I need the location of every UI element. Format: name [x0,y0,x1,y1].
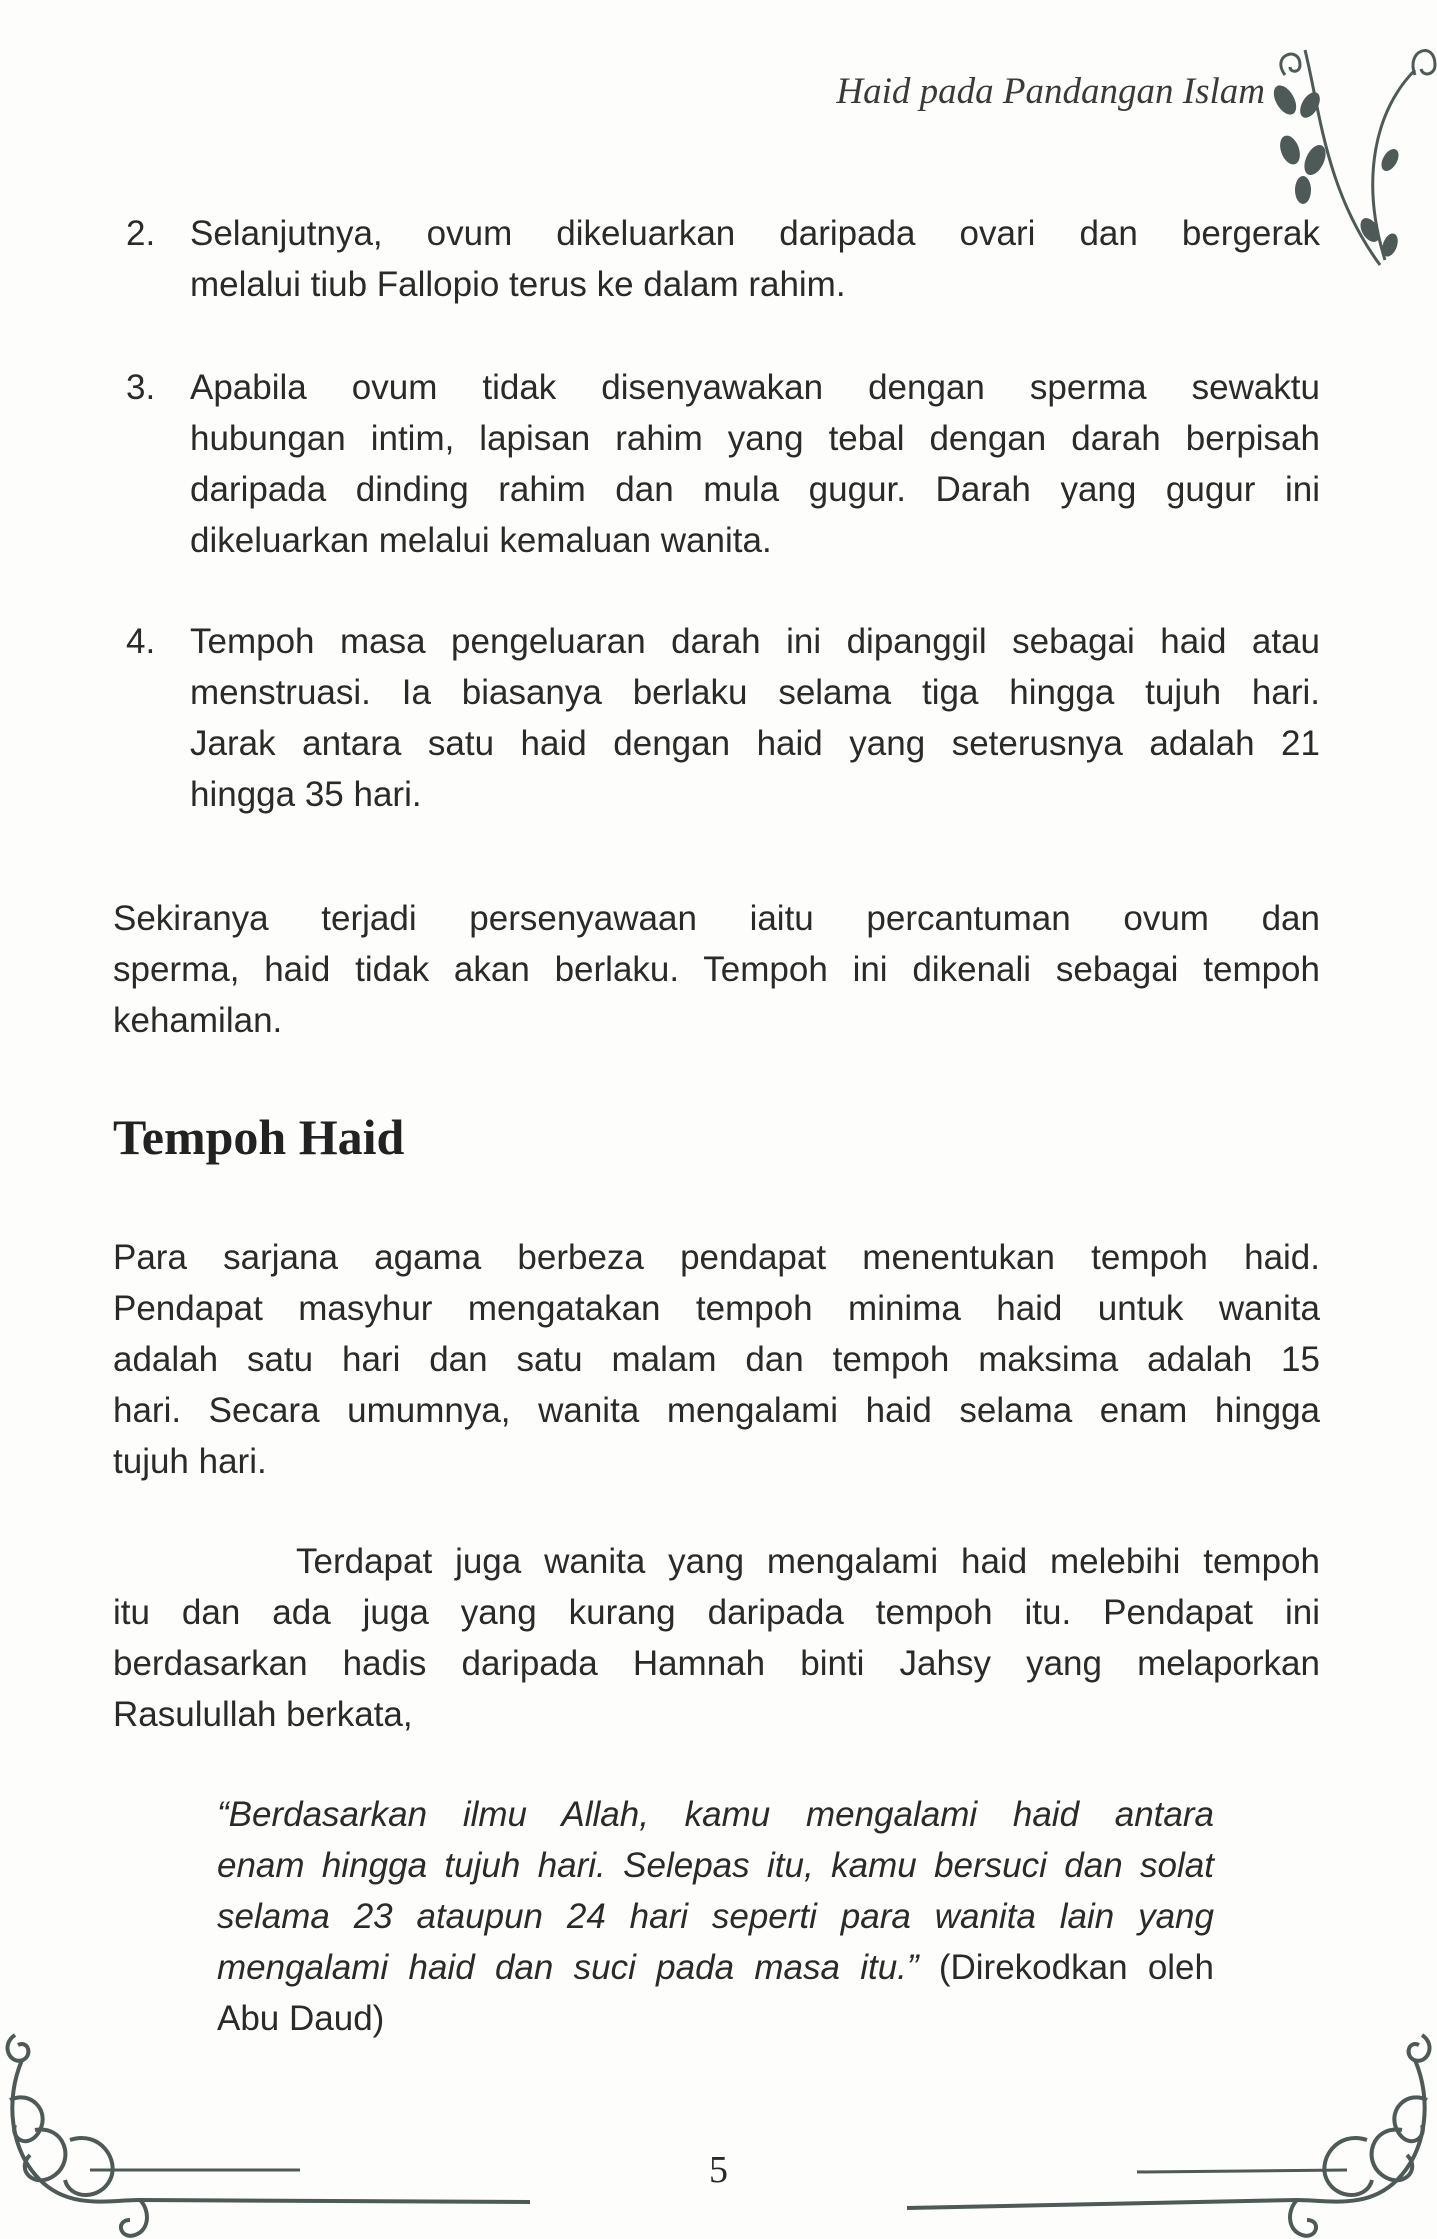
text-line: tujuh hari. [113,1442,267,1481]
quote-text: mengalami haid dan suci pada masa itu.” [217,1948,919,1987]
text-line: hingga 35 hari. [190,775,422,814]
text-line: Jarak antara satu haid dengan haid yang seterusnya adalah 21 [190,724,1320,763]
text-line: Para sarjana agama berbeza pendapat menentukan tempoh haid. [113,1238,1320,1277]
text-line: Selanjutnya, ovum dikeluarkan daripada ovari dan bergerak [190,214,1320,253]
text-line: Tempoh masa pengeluaran darah ini dipanggil sebagai haid atau [190,622,1320,661]
citation: (Direkodkan oleh [918,1948,1214,1987]
text-line: kehamilan. [113,1001,283,1040]
text-line: “Berdasarkan ilmu Allah, kamu mengalami haid antara [217,1795,1214,1834]
text-line: hubungan intim, lapisan rahim yang tebal dengan darah berpisah [190,419,1320,458]
text-line: melalui tiub Fallopio terus ke dalam rahim. [190,265,846,304]
list-number: 3. [126,368,156,407]
text-line: adalah satu hari dan satu malam dan tempoh maksima adalah 15 [113,1340,1320,1379]
text-line: Sekiranya terjadi persenyawaan iaitu percantuman ovum dan [113,899,1320,938]
page-number: 5 [709,2149,728,2191]
paragraph-scholars [113,1232,1320,1487]
running-header: Haid pada Pandangan Islam [836,71,1265,112]
text-line: Rasulullah berkata, [113,1695,413,1734]
scroll-ornament-right-icon [877,2020,1437,2239]
text-line: daripada dinding rahim dan mula gugur. Darah yang gugur ini [190,470,1320,509]
text-line: Pendapat masyhur mengatakan tempoh minima haid untuk wanita [113,1289,1320,1328]
scroll-ornament-left-icon [0,2020,560,2239]
text-line: berdasarkan hadis daripada Hamnah binti Jahsy yang melaporkan [113,1644,1320,1683]
text-line: enam hingga tujuh hari. Selepas itu, kamu bersuci dan solat [217,1846,1214,1885]
paragraph-hadith-intro [113,1536,1320,1740]
text-line: hari. Secara umumnya, wanita mengalami haid selama enam hingga [113,1391,1320,1430]
text-line: Terdapat juga wanita yang mengalami haid melebihi tempoh [113,1542,1320,1581]
paragraph-pregnancy [113,893,1320,1046]
section-heading: Tempoh Haid [113,1109,405,1165]
text-line: sperma, haid tidak akan berlaku. Tempoh ini dikenali sebagai tempoh [113,950,1320,989]
text-line: itu dan ada juga yang kurang daripada tempoh itu. Pendapat ini [113,1593,1320,1632]
hadith-quote [217,1789,1214,2044]
text-line: Apabila ovum tidak disenyawakan dengan sperma sewaktu [190,368,1320,407]
list-number: 2. [126,214,156,253]
text-line: menstruasi. Ia biasanya berlaku selama tiga hingga tujuh hari. [190,673,1320,712]
text-line: selama 23 ataupun 24 hari seperti para wanita lain yang [217,1897,1214,1936]
text-line: dikeluarkan melalui kemaluan wanita. [190,521,772,560]
citation: Abu Daud) [217,1999,385,2038]
list-number: 4. [126,622,156,661]
